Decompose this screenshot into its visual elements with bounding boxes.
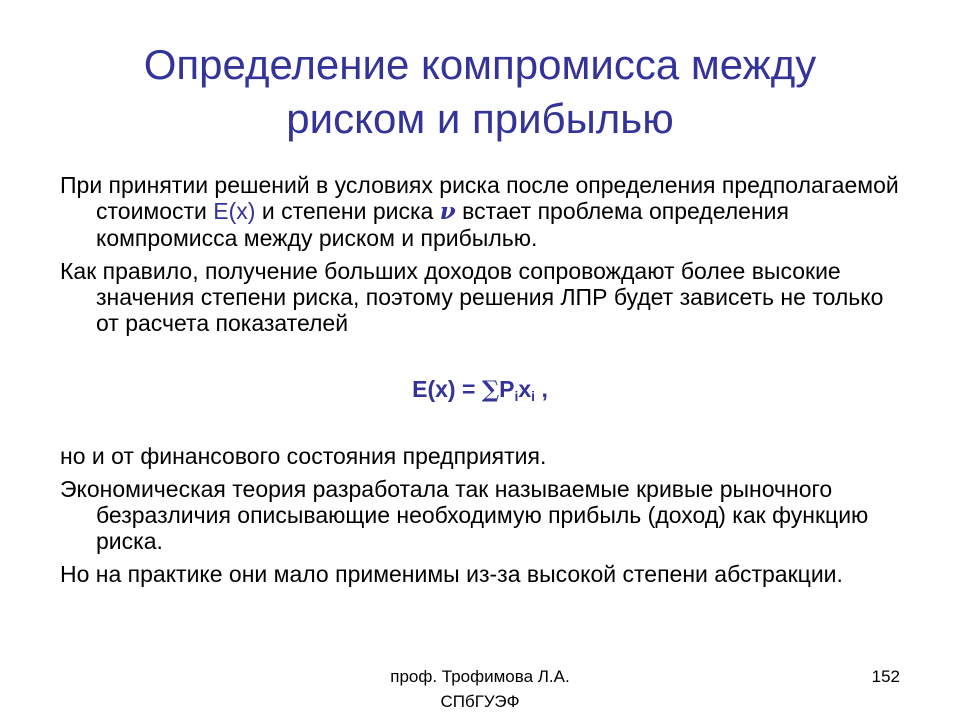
p1-text-b: и степени риска xyxy=(255,198,440,224)
title-line-2: риском и прибылью xyxy=(286,95,674,142)
risk-symbol: ν xyxy=(439,198,456,225)
paragraph-4: Экономическая теория разработала так называемые кривые рыночного безразличия описывающие необходимую прибыль (доход) как функцию риска. xyxy=(60,476,869,554)
sigma-symbol: ∑ xyxy=(481,376,500,403)
formula xyxy=(60,376,900,409)
paragraph-2: Как правило, получение больших доходов сопровождают более высокие значения степени риска, поэтому решения ЛПР будет зависеть не только от расчета показателей xyxy=(60,258,884,336)
slide-body xyxy=(60,172,900,594)
p1-text-c: встает проблема определения компромисса между риском и прибылью. xyxy=(96,198,789,251)
formula-lhs: E(x) = xyxy=(412,376,482,402)
formula-subscript-2: i xyxy=(531,388,536,404)
paragraph-1 xyxy=(60,172,900,251)
paragraph-3: но и от финансового состояния предприятия. xyxy=(60,443,547,469)
p1-text-a: При принятии решений в условиях риска после определения предполагаемой стоимости xyxy=(60,172,899,224)
institution-name: СПбГУЭФ xyxy=(440,692,520,711)
formula-x: x xyxy=(518,376,532,402)
page-number: 152 xyxy=(871,667,900,686)
formula-subscript-1: i xyxy=(514,388,519,404)
author-name: проф. Трофимова Л.А. xyxy=(390,667,570,686)
paragraph-5: Но на практике они мало применимы из-за высокой степени абстракции. xyxy=(60,561,843,587)
slide-title xyxy=(40,38,920,146)
expected-value-term: E(x) xyxy=(213,198,256,224)
title-line-1: Определение компромисса между xyxy=(143,41,817,88)
formula-p: P xyxy=(499,376,515,402)
formula-tail: , xyxy=(535,376,548,402)
footer-author xyxy=(330,664,630,714)
